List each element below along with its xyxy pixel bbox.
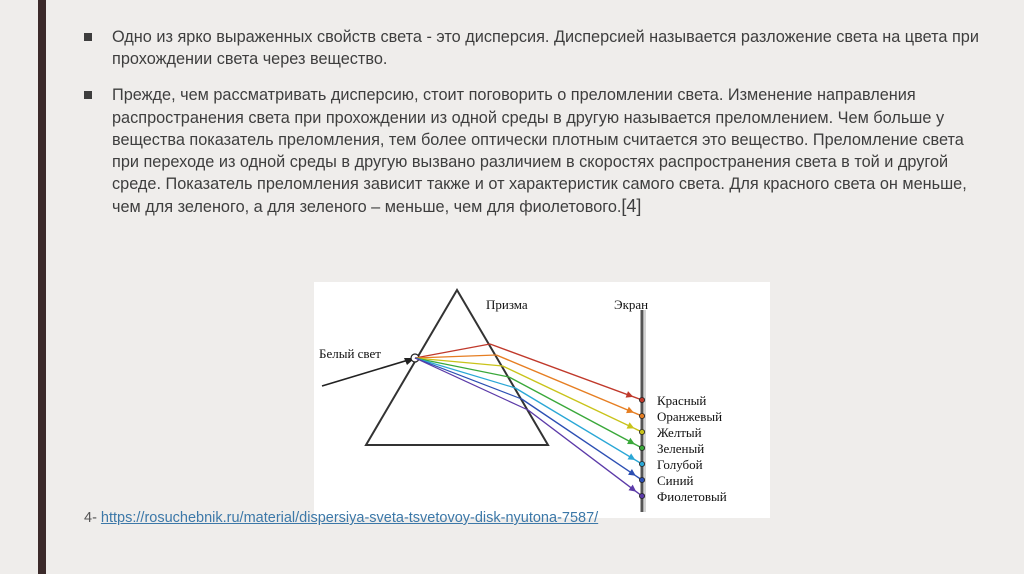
outer-ray-1 (496, 355, 642, 416)
outer-ray-4 (515, 388, 642, 464)
bullet-item-refraction (84, 84, 984, 218)
reference-tag: [4] (621, 196, 642, 217)
screen-label: Экран (614, 297, 649, 312)
screen-hit-dot-5 (639, 477, 644, 482)
color-labels-group (657, 393, 727, 504)
outer-ray-5 (522, 399, 642, 480)
white-light-label: Белый свет (319, 346, 381, 361)
screen-hit-dot-6 (639, 493, 644, 498)
spectrum-label-5: Синий (657, 473, 694, 488)
spectrum-label-3: Зеленый (657, 441, 705, 456)
inner-ray-3 (415, 358, 509, 377)
paragraph-dispersion: Одно из ярко выраженных свойств света - это дисперсия. Дисперсией называется разложение света на цвета при прохождении света через вещество. (112, 28, 979, 69)
ray-arrow-6 (628, 485, 636, 492)
prism-triangle (366, 290, 548, 445)
bullet-square-icon (84, 91, 92, 99)
source-link[interactable]: https://rosuchebnik.ru/material/dispersiya-sveta-tsvetovoy-disk-nyutona-7587/ (100, 510, 599, 526)
screen-hit-dot-4 (639, 461, 644, 466)
screen-hit-dot-2 (639, 429, 644, 434)
left-accent-bar (38, 0, 46, 574)
outer-ray-0 (490, 344, 642, 400)
bullet-square-icon (84, 33, 92, 41)
prism-diagram (314, 282, 770, 518)
spectrum-label-0: Красный (657, 393, 707, 408)
screen-hit-dot-0 (639, 397, 644, 402)
white-light-ray (322, 358, 415, 386)
ray-arrow-5 (628, 469, 636, 476)
prism-label: Призма (486, 297, 528, 312)
inner-ray-5 (415, 358, 522, 399)
spectrum-label-4: Голубой (657, 457, 703, 472)
source-reference (84, 510, 598, 526)
spectrum-label-2: Желтый (657, 425, 702, 440)
spectrum-label-6: Фиолетовый (657, 489, 727, 504)
screen-hit-dot-3 (639, 445, 644, 450)
screen-hit-dot-1 (639, 413, 644, 418)
spectrum-label-1: Оранжевый (657, 409, 723, 424)
prism-dispersion-figure (314, 282, 770, 518)
source-prefix: 4- (84, 510, 101, 526)
paragraph-refraction-text: Прежде, чем рассматривать дисперсию, стоит поговорить о преломлении света. Изменение направления распространения света при прохождении из одной среды в другую называется преломлением. Чем больше у вещества показатель преломления, тем более оптически плотным считается это вещество. Преломление света при переходе из одной среды в другую вызвано различием в скоростях распространения света в той и другой среде. Показатель преломления зависит также и от характеристик самого света. Для красного света он меньше, чем для зеленого, а для зеленого – меньше, чем для фиолетового. (112, 86, 967, 217)
paragraph-refraction (112, 84, 984, 218)
bullet-list (84, 26, 984, 233)
rays-group (415, 344, 645, 499)
bullet-item-dispersion (84, 26, 984, 70)
